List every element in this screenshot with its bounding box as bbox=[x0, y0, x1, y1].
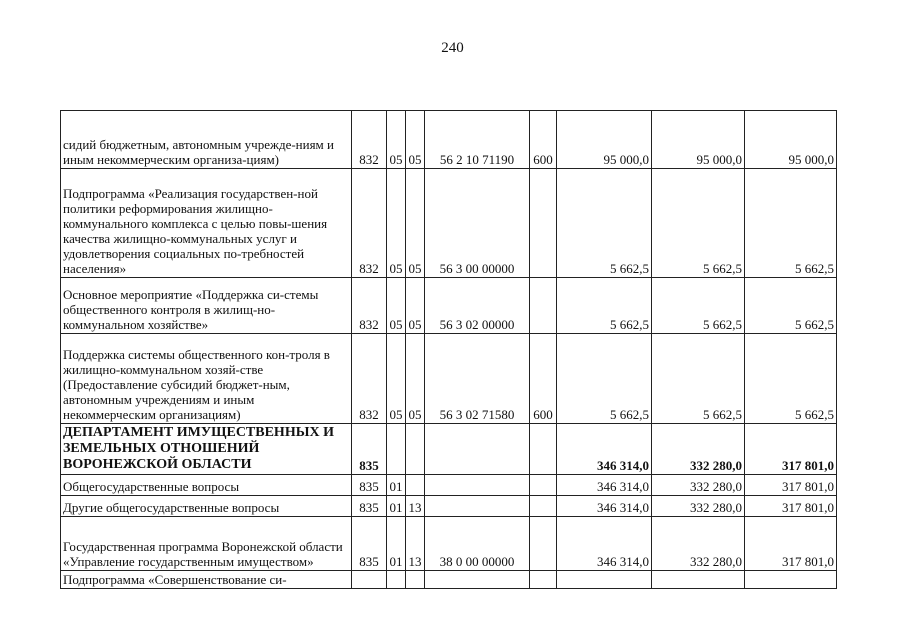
expense-type-code bbox=[530, 517, 557, 571]
amount-year-2: 332 280,0 bbox=[652, 496, 745, 517]
section-code: 05 bbox=[387, 169, 406, 278]
amount-year-1: 5 662,5 bbox=[557, 169, 652, 278]
section-code bbox=[387, 571, 406, 589]
target-item-code bbox=[425, 571, 530, 589]
section-code bbox=[387, 424, 406, 475]
target-item-code: 56 3 02 00000 bbox=[425, 278, 530, 334]
table-row bbox=[61, 571, 837, 589]
row-name: Поддержка системы общественного кон-троля в жилищно-коммунальном хозяй-стве (Предоставление субсидий бюджет-ным, автономным учреждениям и иным некоммерческим организациям) bbox=[61, 334, 352, 424]
admin-code: 835 bbox=[352, 517, 387, 571]
target-item-code: 38 0 00 00000 bbox=[425, 517, 530, 571]
table-row bbox=[61, 169, 837, 278]
amount-year-2: 5 662,5 bbox=[652, 334, 745, 424]
admin-code: 832 bbox=[352, 111, 387, 169]
amount-year-3: 95 000,0 bbox=[745, 111, 837, 169]
amount-year-3: 5 662,5 bbox=[745, 278, 837, 334]
admin-code: 832 bbox=[352, 278, 387, 334]
expense-type-code bbox=[530, 571, 557, 589]
section-code: 05 bbox=[387, 278, 406, 334]
subsection-code bbox=[406, 475, 425, 496]
subsection-code: 13 bbox=[406, 496, 425, 517]
amount-year-2: 332 280,0 bbox=[652, 424, 745, 475]
amount-year-3: 317 801,0 bbox=[745, 517, 837, 571]
table-row bbox=[61, 424, 837, 475]
amount-year-2: 5 662,5 bbox=[652, 169, 745, 278]
expense-type-code bbox=[530, 169, 557, 278]
target-item-code bbox=[425, 475, 530, 496]
section-code: 05 bbox=[387, 111, 406, 169]
amount-year-3 bbox=[745, 571, 837, 589]
section-code: 01 bbox=[387, 496, 406, 517]
row-name: Основное мероприятие «Поддержка си-стемы общественного контроля в жилищ-но-коммунальном хозяйстве» bbox=[61, 278, 352, 334]
subsection-code: 05 bbox=[406, 278, 425, 334]
amount-year-1: 346 314,0 bbox=[557, 475, 652, 496]
admin-code: 835 bbox=[352, 475, 387, 496]
amount-year-1: 95 000,0 bbox=[557, 111, 652, 169]
target-item-code: 56 3 00 00000 bbox=[425, 169, 530, 278]
target-item-code bbox=[425, 496, 530, 517]
subsection-code bbox=[406, 571, 425, 589]
expense-type-code bbox=[530, 424, 557, 475]
amount-year-2: 95 000,0 bbox=[652, 111, 745, 169]
amount-year-3: 317 801,0 bbox=[745, 496, 837, 517]
admin-code: 835 bbox=[352, 424, 387, 475]
page-number: 240 bbox=[441, 40, 464, 56]
amount-year-3: 5 662,5 bbox=[745, 334, 837, 424]
amount-year-1: 346 314,0 bbox=[557, 424, 652, 475]
table-row bbox=[61, 475, 837, 496]
amount-year-1: 346 314,0 bbox=[557, 517, 652, 571]
table-row bbox=[61, 517, 837, 571]
expense-type-code bbox=[530, 475, 557, 496]
amount-year-3: 317 801,0 bbox=[745, 424, 837, 475]
target-item-code: 56 3 02 71580 bbox=[425, 334, 530, 424]
amount-year-3: 317 801,0 bbox=[745, 475, 837, 496]
amount-year-2 bbox=[652, 571, 745, 589]
row-name: сидий бюджетным, автономным учрежде-ниям и иным некоммерческим организа-циям) bbox=[61, 111, 352, 169]
admin-code bbox=[352, 571, 387, 589]
row-name: ДЕПАРТАМЕНТ ИМУЩЕСТВЕННЫХ И ЗЕМЕЛЬНЫХ ОТНОШЕНИЙ ВОРОНЕЖСКОЙ ОБЛАСТИ bbox=[61, 424, 352, 475]
amount-year-1: 5 662,5 bbox=[557, 278, 652, 334]
table-row bbox=[61, 496, 837, 517]
target-item-code: 56 2 10 71190 bbox=[425, 111, 530, 169]
section-code: 01 bbox=[387, 475, 406, 496]
row-name: Другие общегосударственные вопросы bbox=[61, 496, 352, 517]
amount-year-2: 5 662,5 bbox=[652, 278, 745, 334]
amount-year-1 bbox=[557, 571, 652, 589]
subsection-code: 05 bbox=[406, 169, 425, 278]
row-name: Подпрограмма «Совершенствование си- bbox=[61, 571, 352, 589]
expense-type-code bbox=[530, 496, 557, 517]
row-name: Подпрограмма «Реализация государствен-ной политики реформирования жилищно-коммунального комплекса с целью повы-шения качества жилищно-коммунальных услуг и удовлетворения социальных по-требностей населения» bbox=[61, 169, 352, 278]
row-name: Общегосударственные вопросы bbox=[61, 475, 352, 496]
amount-year-2: 332 280,0 bbox=[652, 517, 745, 571]
subsection-code bbox=[406, 424, 425, 475]
amount-year-2: 332 280,0 bbox=[652, 475, 745, 496]
admin-code: 832 bbox=[352, 169, 387, 278]
table-row bbox=[61, 334, 837, 424]
subsection-code: 13 bbox=[406, 517, 425, 571]
admin-code: 832 bbox=[352, 334, 387, 424]
expense-type-code: 600 bbox=[530, 334, 557, 424]
section-code: 05 bbox=[387, 334, 406, 424]
table-row bbox=[61, 111, 837, 169]
amount-year-1: 346 314,0 bbox=[557, 496, 652, 517]
section-code: 01 bbox=[387, 517, 406, 571]
table-row bbox=[61, 278, 837, 334]
budget-table bbox=[60, 110, 837, 589]
amount-year-3: 5 662,5 bbox=[745, 169, 837, 278]
expense-type-code bbox=[530, 278, 557, 334]
table-body bbox=[61, 111, 837, 589]
expense-type-code: 600 bbox=[530, 111, 557, 169]
amount-year-1: 5 662,5 bbox=[557, 334, 652, 424]
subsection-code: 05 bbox=[406, 111, 425, 169]
subsection-code: 05 bbox=[406, 334, 425, 424]
admin-code: 835 bbox=[352, 496, 387, 517]
target-item-code bbox=[425, 424, 530, 475]
row-name: Государственная программа Воронежской области «Управление государственным имуществом» bbox=[61, 517, 352, 571]
